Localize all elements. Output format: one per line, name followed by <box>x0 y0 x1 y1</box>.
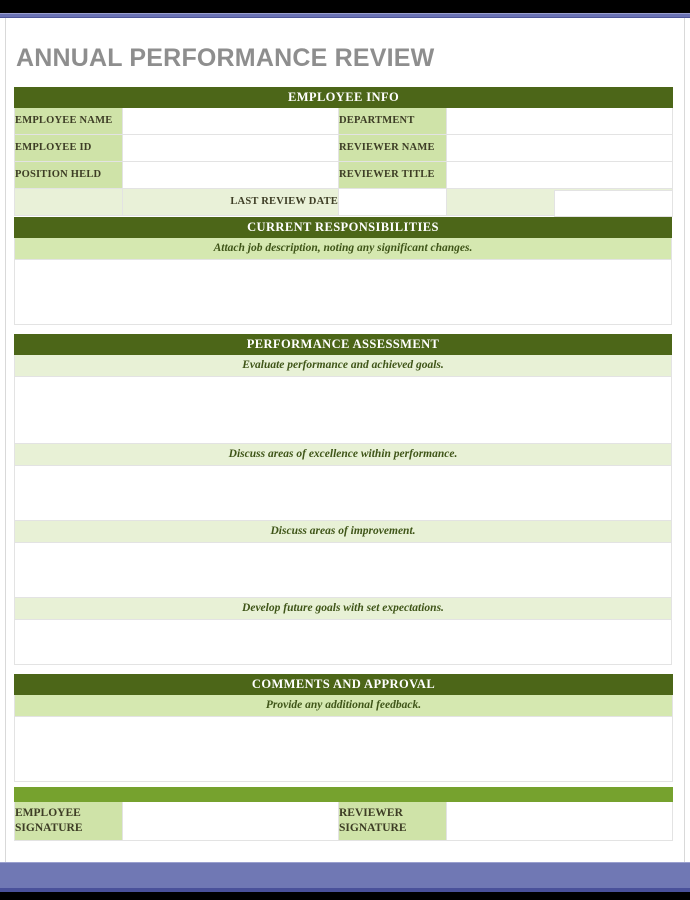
field-reviewer-title[interactable] <box>447 161 673 188</box>
signature-row <box>15 801 673 840</box>
comments-prompt-row <box>15 694 673 716</box>
spacer-cell <box>15 664 672 674</box>
comments-header-row <box>15 674 673 694</box>
spacer-row <box>15 664 672 674</box>
window-bottom-black-band <box>0 892 690 900</box>
field-employee-id[interactable] <box>123 134 339 161</box>
page-left-rule <box>5 18 6 862</box>
field-evaluate-performance[interactable] <box>15 376 672 443</box>
section-header-comments-and-approval: COMMENTS AND APPROVAL <box>15 674 673 694</box>
assessment-entry-row <box>15 542 672 597</box>
assessment-prompt-row <box>15 443 672 465</box>
prompt-attach-job-description: Attach job description, noting any significant changes. <box>15 237 672 259</box>
window-top-black-band <box>0 0 690 13</box>
responsibilities-header-row <box>15 217 672 237</box>
field-department[interactable] <box>447 107 673 134</box>
comments-entry-row <box>15 716 673 781</box>
label-position-held: POSITION HELD <box>15 161 123 188</box>
label-last-review-date: LAST REVIEW DATE <box>123 188 339 215</box>
spacer-cell <box>14 190 554 216</box>
window-bottom-accent-band <box>0 862 690 888</box>
responsibilities-prompt-row <box>15 237 672 259</box>
label-department: DEPARTMENT <box>339 107 447 134</box>
section-header-current-responsibilities: CURRENT RESPONSIBILITIES <box>15 217 672 237</box>
field-areas-of-improvement[interactable] <box>15 542 672 597</box>
todays-date-entry-table <box>14 190 673 217</box>
table-row <box>15 134 673 161</box>
field-position-held[interactable] <box>123 161 339 188</box>
assessment-entry-row <box>15 376 672 443</box>
prompt-areas-of-improvement: Discuss areas of improvement. <box>15 520 672 542</box>
field-todays-date[interactable] <box>554 190 672 216</box>
field-future-goals[interactable] <box>15 619 672 664</box>
prompt-areas-of-excellence: Discuss areas of excellence within performance. <box>15 443 672 465</box>
prompt-future-goals: Develop future goals with set expectations. <box>15 597 672 619</box>
label-employee-id: EMPLOYEE ID <box>15 134 123 161</box>
signature-divider-bar <box>15 787 673 801</box>
label-reviewer-signature-line-1: REVIEWER <box>339 807 403 820</box>
label-reviewer-signature-line-2: SIGNATURE <box>339 821 407 834</box>
spacer-row <box>15 324 672 334</box>
section-header-employee-info: EMPLOYEE INFO <box>15 87 673 107</box>
signature-divider-row <box>15 787 673 801</box>
field-additional-feedback[interactable] <box>15 716 673 781</box>
page-title: ANNUAL PERFORMANCE REVIEW <box>16 44 435 72</box>
label-reviewer-signature <box>339 801 447 840</box>
field-employee-name[interactable] <box>123 107 339 134</box>
performance-assessment-table <box>14 334 672 674</box>
label-reviewer-title: REVIEWER TITLE <box>339 161 447 188</box>
assessment-prompt-row <box>15 597 672 619</box>
label-employee-signature-line-2: SIGNATURE <box>15 821 83 834</box>
page-right-rule <box>684 18 685 862</box>
section-header-performance-assessment: PERFORMANCE ASSESSMENT <box>15 334 672 354</box>
label-employee-signature-line-1: EMPLOYEE <box>15 807 81 820</box>
assessment-entry-row <box>15 465 672 520</box>
field-reviewer-name[interactable] <box>447 134 673 161</box>
label-employee-name: EMPLOYEE NAME <box>15 107 123 134</box>
assessment-prompt-row <box>15 354 672 376</box>
table-row <box>15 107 673 134</box>
field-areas-of-excellence[interactable] <box>15 465 672 520</box>
field-employee-signature[interactable] <box>123 801 339 840</box>
assessment-entry-row <box>15 619 672 664</box>
label-employee-signature <box>15 801 123 840</box>
assessment-prompt-row <box>15 520 672 542</box>
comments-approval-table <box>14 674 673 841</box>
responsibilities-table <box>14 217 672 334</box>
employee-info-header-row <box>15 87 673 107</box>
field-reviewer-signature[interactable] <box>447 801 673 840</box>
prompt-evaluate-performance: Evaluate performance and achieved goals. <box>15 354 672 376</box>
label-reviewer-name: REVIEWER NAME <box>339 134 447 161</box>
spacer-cell <box>15 324 672 334</box>
field-current-responsibilities[interactable] <box>15 259 672 324</box>
table-row <box>14 190 672 216</box>
document-body <box>14 18 672 841</box>
assessment-header-row <box>15 334 672 354</box>
prompt-additional-feedback: Provide any additional feedback. <box>15 694 673 716</box>
table-row <box>15 161 673 188</box>
responsibilities-entry-row <box>15 259 672 324</box>
